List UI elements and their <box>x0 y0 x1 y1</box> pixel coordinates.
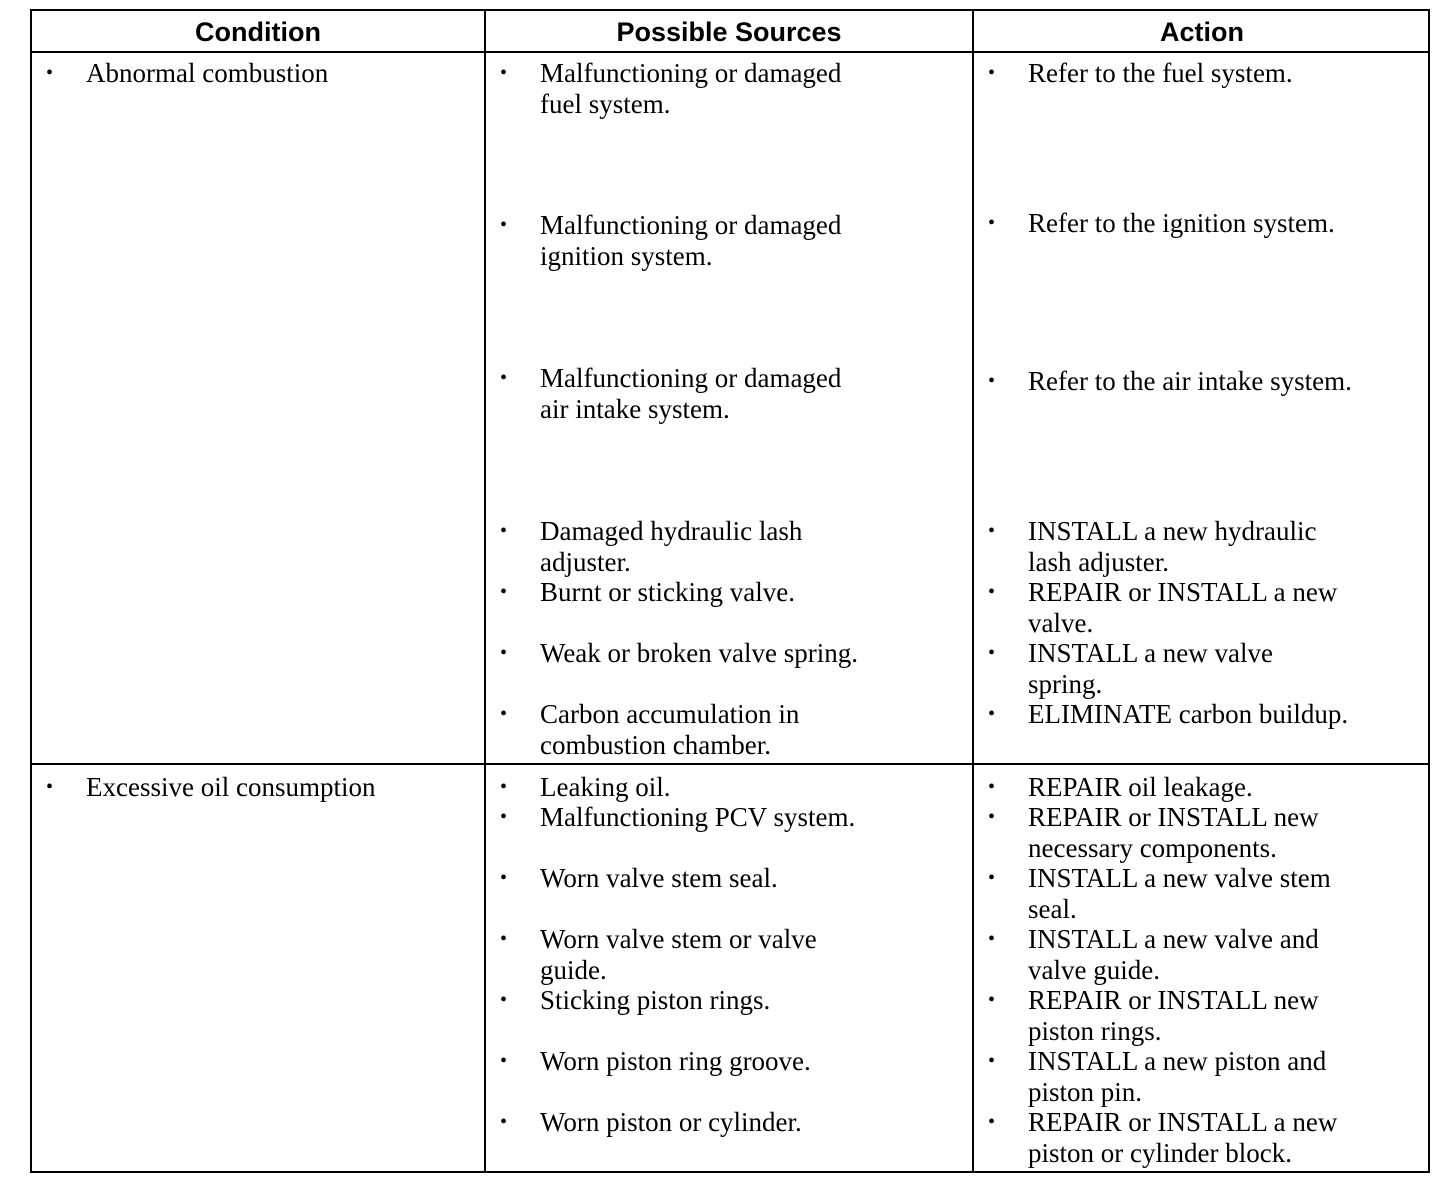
text-line: REPAIR or INSTALL a new <box>1028 577 1338 607</box>
condition-text: Abnormal combustion <box>86 58 329 88</box>
text-line: Carbon accumulation in <box>540 699 800 729</box>
header-divider <box>32 51 1428 53</box>
bullet-icon: • <box>500 642 508 664</box>
text-line: REPAIR oil leakage. <box>1028 772 1253 802</box>
text-line: necessary components. <box>1028 832 1277 863</box>
bullet-icon: • <box>988 776 996 798</box>
bullet-icon: • <box>500 703 508 725</box>
bullet-icon: • <box>988 867 996 889</box>
text-line: spring. <box>1028 668 1103 699</box>
text-line: valve. <box>1028 607 1094 638</box>
source-item-text <box>540 863 778 894</box>
bullet-icon: • <box>988 581 996 603</box>
action-item-text <box>1028 577 1337 638</box>
text-line: seal. <box>1028 893 1077 924</box>
text-line: INSTALL a new piston and <box>1028 1046 1327 1076</box>
source-item-text <box>540 802 855 833</box>
action-item-text <box>1028 772 1253 803</box>
text-line: INSTALL a new valve stem <box>1028 863 1331 893</box>
action-item-text <box>1028 863 1331 924</box>
action-item-text <box>1028 699 1348 730</box>
text-line: adjuster. <box>540 546 631 577</box>
action-item-text <box>1028 802 1319 863</box>
action-item-text <box>1028 516 1317 577</box>
text-line: Damaged hydraulic lash <box>540 516 803 546</box>
text-line: INSTALL a new hydraulic <box>1028 516 1317 546</box>
bullet-icon: • <box>988 806 996 828</box>
text-line: Sticking piston rings. <box>540 985 771 1015</box>
text-line: air intake system. <box>540 393 730 424</box>
action-item-text <box>1028 638 1273 699</box>
text-line: Refer to the fuel system. <box>1028 58 1293 88</box>
text-line: REPAIR or INSTALL new <box>1028 985 1319 1015</box>
source-item-text <box>540 1107 802 1138</box>
action-item-text <box>1028 1107 1337 1168</box>
bullet-icon: • <box>988 928 996 950</box>
bullet-icon: • <box>988 703 996 725</box>
troubleshooting-table <box>30 9 1430 1173</box>
source-item-text <box>540 516 802 577</box>
action-item-text <box>1028 366 1352 397</box>
text-line: Worn valve stem seal. <box>540 863 778 893</box>
bullet-icon: • <box>500 581 508 603</box>
source-item-text <box>540 58 841 119</box>
text-line: INSTALL a new valve and <box>1028 924 1319 954</box>
bullet-icon: • <box>988 520 996 542</box>
action-item-text <box>1028 1046 1326 1107</box>
bullet-icon: • <box>500 1050 508 1072</box>
text-line: REPAIR or INSTALL new <box>1028 802 1319 832</box>
bullet-icon: • <box>500 367 508 389</box>
text-line: combustion chamber. <box>540 729 771 760</box>
text-line: Worn valve stem or valve <box>540 924 817 954</box>
bullet-icon: • <box>988 62 996 84</box>
action-item-text <box>1028 924 1319 985</box>
bullet-icon: • <box>500 520 508 542</box>
column-divider <box>972 11 974 1171</box>
source-item-text <box>540 924 817 985</box>
bullet-icon: • <box>988 370 996 392</box>
text-line: lash adjuster. <box>1028 546 1169 577</box>
source-item-text <box>540 985 770 1016</box>
source-item-text <box>540 363 841 424</box>
bullet-icon: • <box>988 1050 996 1072</box>
row-divider <box>32 763 1428 765</box>
bullet-icon: • <box>988 989 996 1011</box>
action-item-text <box>1028 58 1293 89</box>
header-possible-sources: Possible Sources <box>616 17 842 47</box>
text-line: Malfunctioning or damaged <box>540 58 842 88</box>
text-line: ignition system. <box>540 240 713 271</box>
source-item-text <box>540 577 795 608</box>
bullet-icon: • <box>500 776 508 798</box>
source-item-text <box>540 699 799 760</box>
bullet-icon: • <box>500 989 508 1011</box>
text-line: Refer to the air intake system. <box>1028 366 1352 396</box>
bullet-icon: • <box>988 212 996 234</box>
action-item-text <box>1028 208 1335 239</box>
text-line: piston pin. <box>1028 1076 1143 1107</box>
bullet-icon: • <box>988 642 996 664</box>
column-divider <box>484 11 486 1171</box>
bullet-icon: • <box>500 806 508 828</box>
condition-text: Excessive oil consumption <box>86 772 376 802</box>
action-item-text <box>1028 985 1319 1046</box>
text-line: Malfunctioning or damaged <box>540 210 842 240</box>
source-item-text <box>540 772 670 803</box>
header-condition: Condition <box>195 17 321 47</box>
text-line: ELIMINATE carbon buildup. <box>1028 699 1349 729</box>
text-line: Malfunctioning PCV system. <box>540 802 856 832</box>
bullet-icon: • <box>500 62 508 84</box>
text-line: Worn piston or cylinder. <box>540 1107 802 1137</box>
source-item-text <box>540 638 858 669</box>
text-line: piston rings. <box>1028 1015 1162 1046</box>
text-line: valve guide. <box>1028 954 1160 985</box>
text-line: piston or cylinder block. <box>1028 1137 1292 1168</box>
bullet-icon: • <box>46 62 54 84</box>
bullet-icon: • <box>46 776 54 798</box>
source-item-text <box>540 210 841 271</box>
text-line: Burnt or sticking valve. <box>540 577 795 607</box>
text-line: Weak or broken valve spring. <box>540 638 858 668</box>
bullet-icon: • <box>500 928 508 950</box>
text-line: INSTALL a new valve <box>1028 638 1274 668</box>
text-line: Leaking oil. <box>540 772 671 802</box>
bullet-icon: • <box>988 1111 996 1133</box>
text-line: fuel system. <box>540 88 671 119</box>
text-line: guide. <box>540 954 607 985</box>
header-action: Action <box>1160 17 1244 47</box>
text-line: REPAIR or INSTALL a new <box>1028 1107 1338 1137</box>
text-line: Refer to the ignition system. <box>1028 208 1335 238</box>
text-line: Malfunctioning or damaged <box>540 363 842 393</box>
bullet-icon: • <box>500 867 508 889</box>
source-item-text <box>540 1046 811 1077</box>
bullet-icon: • <box>500 1111 508 1133</box>
bullet-icon: • <box>500 214 508 236</box>
text-line: Worn piston ring groove. <box>540 1046 811 1076</box>
